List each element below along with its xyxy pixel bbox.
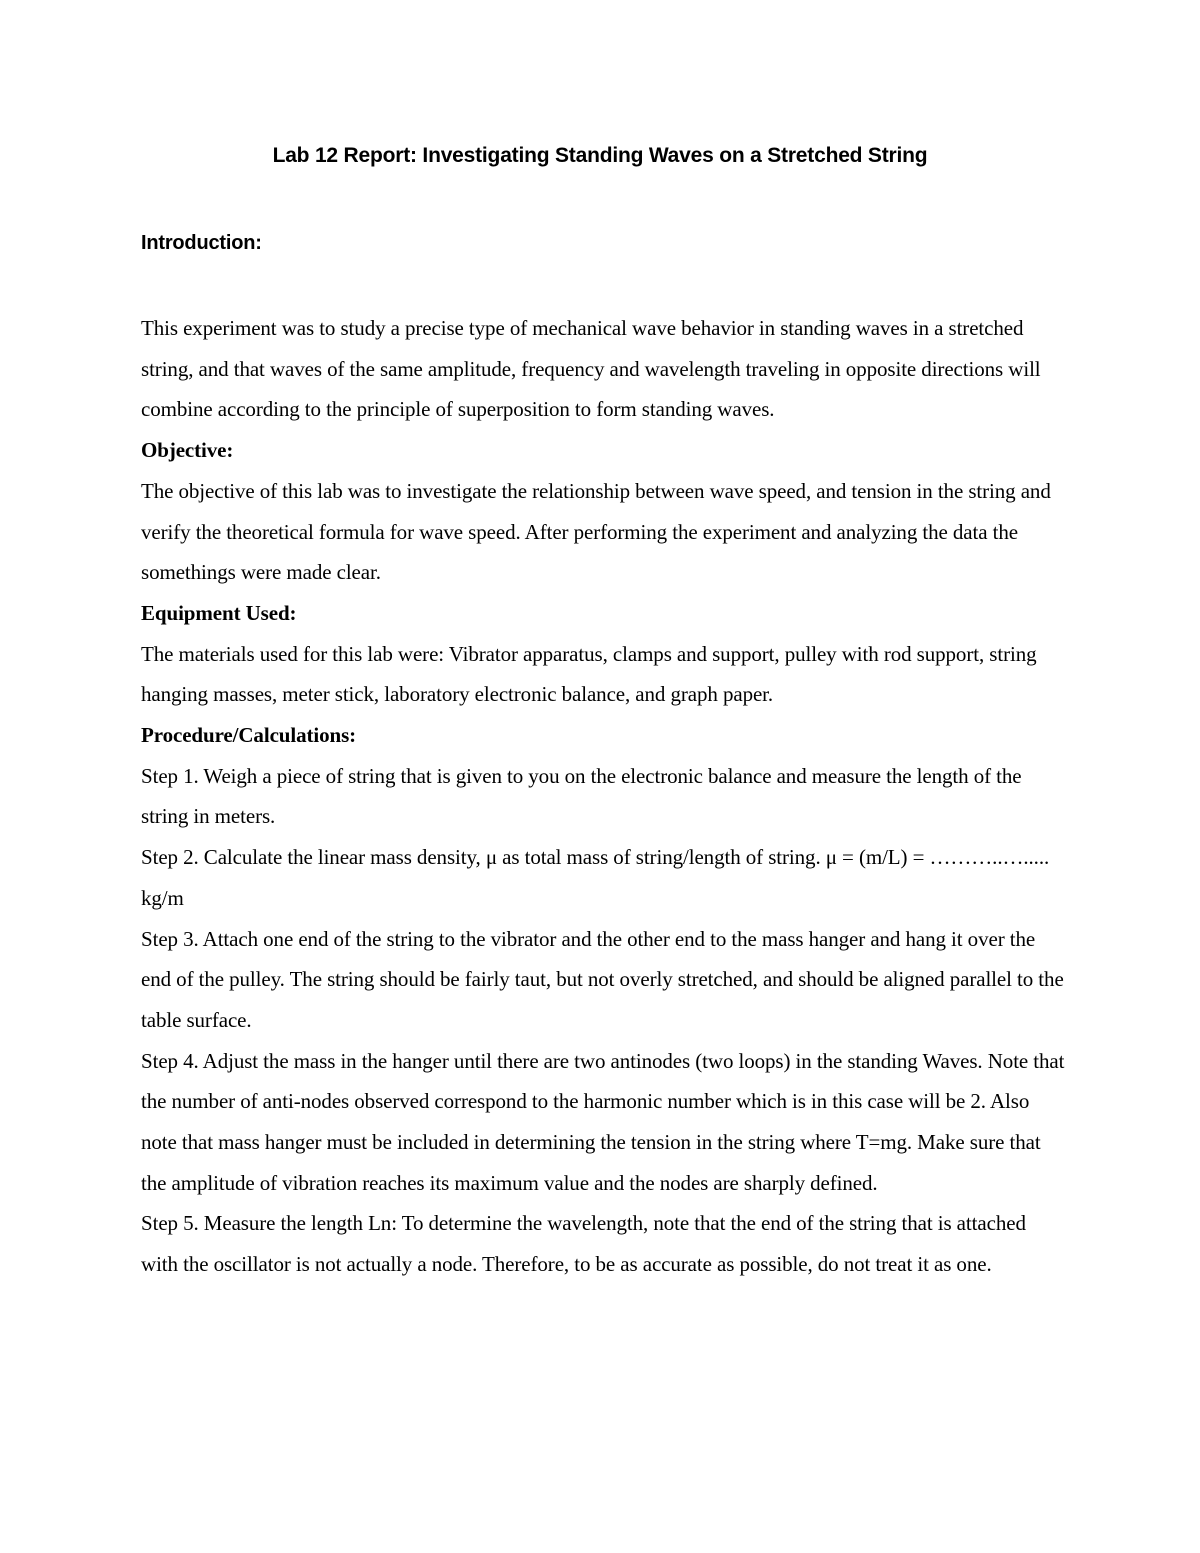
equipment-heading: Equipment Used: — [141, 600, 297, 625]
procedure-step-1: Step 1. Weigh a piece of string that is given to you on the electronic balance and measure the length of the string in meters. — [141, 763, 1022, 829]
procedure-step-3: Step 3. Attach one end of the string to the vibrator and the other end to the mass hanger and hang it over the end of the pulley. The string should be fairly taut, but not overly stretched, and should be aligned parallel to the table surface. — [141, 926, 1064, 1032]
procedure-heading: Procedure/Calculations: — [141, 723, 357, 748]
procedure-step-5: Step 5. Measure the length Ln: To determine the wavelength, note that the end of the string that is attached with the oscillator is not actually a node. Therefore, to be as accurate as possible, do not treat it as one. — [141, 1211, 1026, 1277]
objective-heading: Objective: — [141, 438, 234, 463]
document-body — [141, 308, 1066, 1285]
page-title: Lab 12 Report: Investigating Standing Waves on a Stretched String — [272, 144, 928, 167]
objective-paragraph: The objective of this lab was to investigate the relationship between wave speed, and tension in the string and verify the theoretical formula for wave speed. After performing the experiment and analyzing the data the somethings were made clear. — [141, 478, 1051, 585]
introduction-heading: Introduction: — [141, 232, 262, 254]
equipment-paragraph: The materials used for this lab were: Vibrator apparatus, clamps and support, pulley with rod support, string hanging masses, meter stick, laboratory electronic balance, and graph paper. — [141, 641, 1037, 707]
procedure-step-2: Step 2. Calculate the linear mass density, μ as total mass of string/length of string. μ = (m/L) = ………..…..... kg/m — [141, 845, 1050, 910]
procedure-step-4: Step 4. Adjust the mass in the hanger until there are two antinodes (two loops) in the standing Waves. Note that the number of anti-nodes observed correspond to the harmonic number which is in this case will be 2. Also note that mass hanger must be included in determining the tension in the string where T=mg. Make sure that the amplitude of vibration reaches its maximum value and the nodes are sharply defined. — [141, 1048, 1065, 1195]
introduction-paragraph: This experiment was to study a precise type of mechanical wave behavior in standing waves in a stretched string, and that waves of the same amplitude, frequency and wavelength traveling in opposite directions will combine according to the principle of superposition to form standing waves. — [141, 316, 1041, 422]
